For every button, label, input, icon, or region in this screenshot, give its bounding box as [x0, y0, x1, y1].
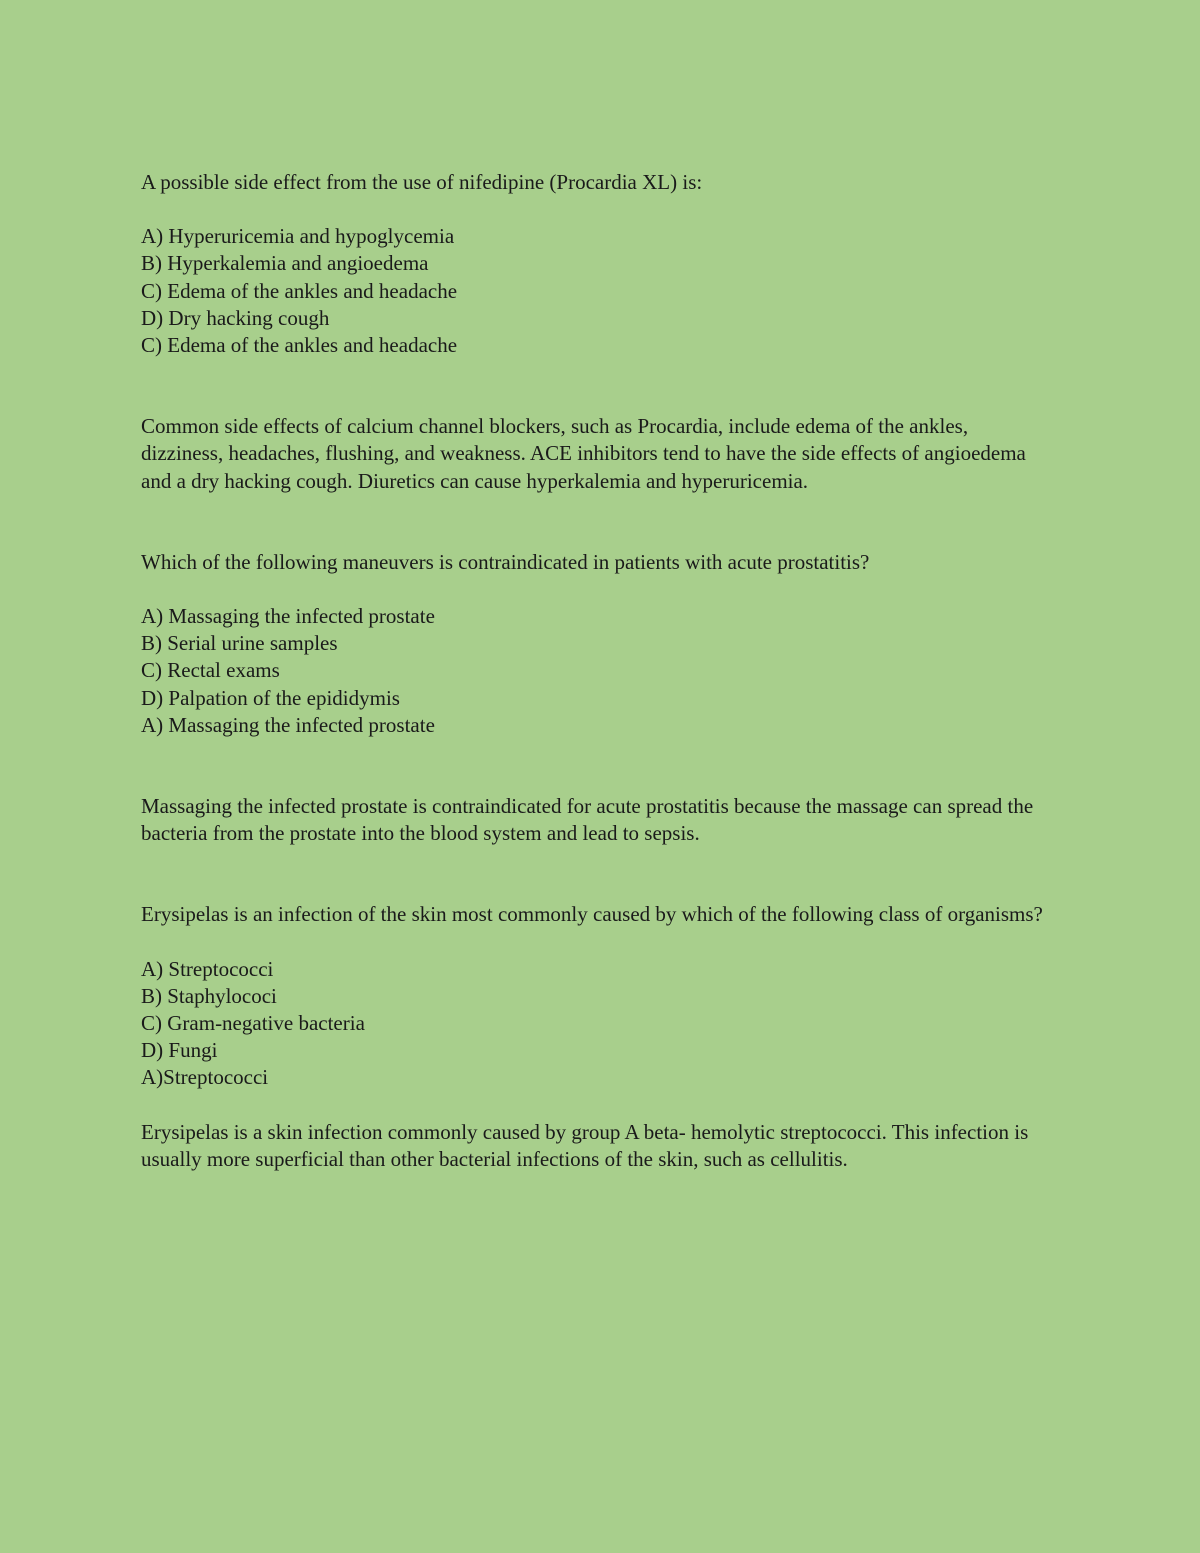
option-item: A) Massaging the infected prostate [141, 604, 435, 629]
option-item: C) Edema of the ankles and headache [141, 278, 458, 303]
option-item: D) Dry hacking cough [141, 305, 330, 330]
option-item: A) Hyperuricemia and hypoglycemia [141, 224, 455, 249]
option-list [141, 603, 1051, 712]
spacer [141, 847, 1051, 901]
option-list [141, 956, 1051, 1065]
option-item: C) Rectal exams [141, 658, 280, 683]
document-content [141, 169, 1051, 1173]
explanation-text: Massaging the infected prostate is contraindicated for acute prostatitis because the massage can spread the bacteria from the prostate into the blood system and lead to sepsis. [141, 794, 1034, 846]
spacer [141, 495, 1051, 549]
option-item: B) Hyperkalemia and angioedema [141, 251, 429, 276]
spacer [141, 739, 1051, 793]
explanation-text: Common side effects of calcium channel blockers, such as Procardia, include edema of the ankles, dizziness, headaches, flushing, and weakness. ACE inhibitors tend to have the side effects of angioedema and a dry hacking cough. Diuretics can cause hyperkalemia and hyperuricemia. [141, 414, 1026, 493]
option-item: A) Streptococci [141, 956, 274, 981]
question-text: A possible side effect from the use of nifedipine (Procardia XL) is: [141, 170, 703, 194]
answer-text: A)Streptococci [141, 1065, 269, 1090]
option-item: B) Serial urine samples [141, 631, 338, 656]
answer-text: C) Edema of the ankles and headache [141, 333, 458, 358]
question-block-2 [141, 549, 1051, 848]
option-item: C) Gram-negative bacteria [141, 1011, 365, 1036]
spacer [141, 1092, 1051, 1119]
answer-text: A) Massaging the infected prostate [141, 712, 435, 737]
option-list [141, 223, 1051, 332]
option-item: B) Staphylococi [141, 983, 277, 1008]
question-text: Erysipelas is an infection of the skin most commonly caused by which of the following class of organisms? [141, 902, 1043, 927]
question-text: Which of the following maneuvers is contraindicated in patients with acute prostatitis? [141, 549, 870, 574]
explanation-text: Erysipelas is a skin infection commonly caused by group A beta- hemolytic streptococci. This infection is usually more superficial than other bacterial infections of the skin, such as cellulitis. [141, 1119, 1029, 1171]
option-item: D) Palpation of the epididymis [141, 685, 400, 710]
spacer [141, 359, 1051, 413]
option-item: D) Fungi [141, 1038, 218, 1063]
question-block-3 [141, 901, 1051, 1173]
question-block-1 [141, 169, 1051, 495]
